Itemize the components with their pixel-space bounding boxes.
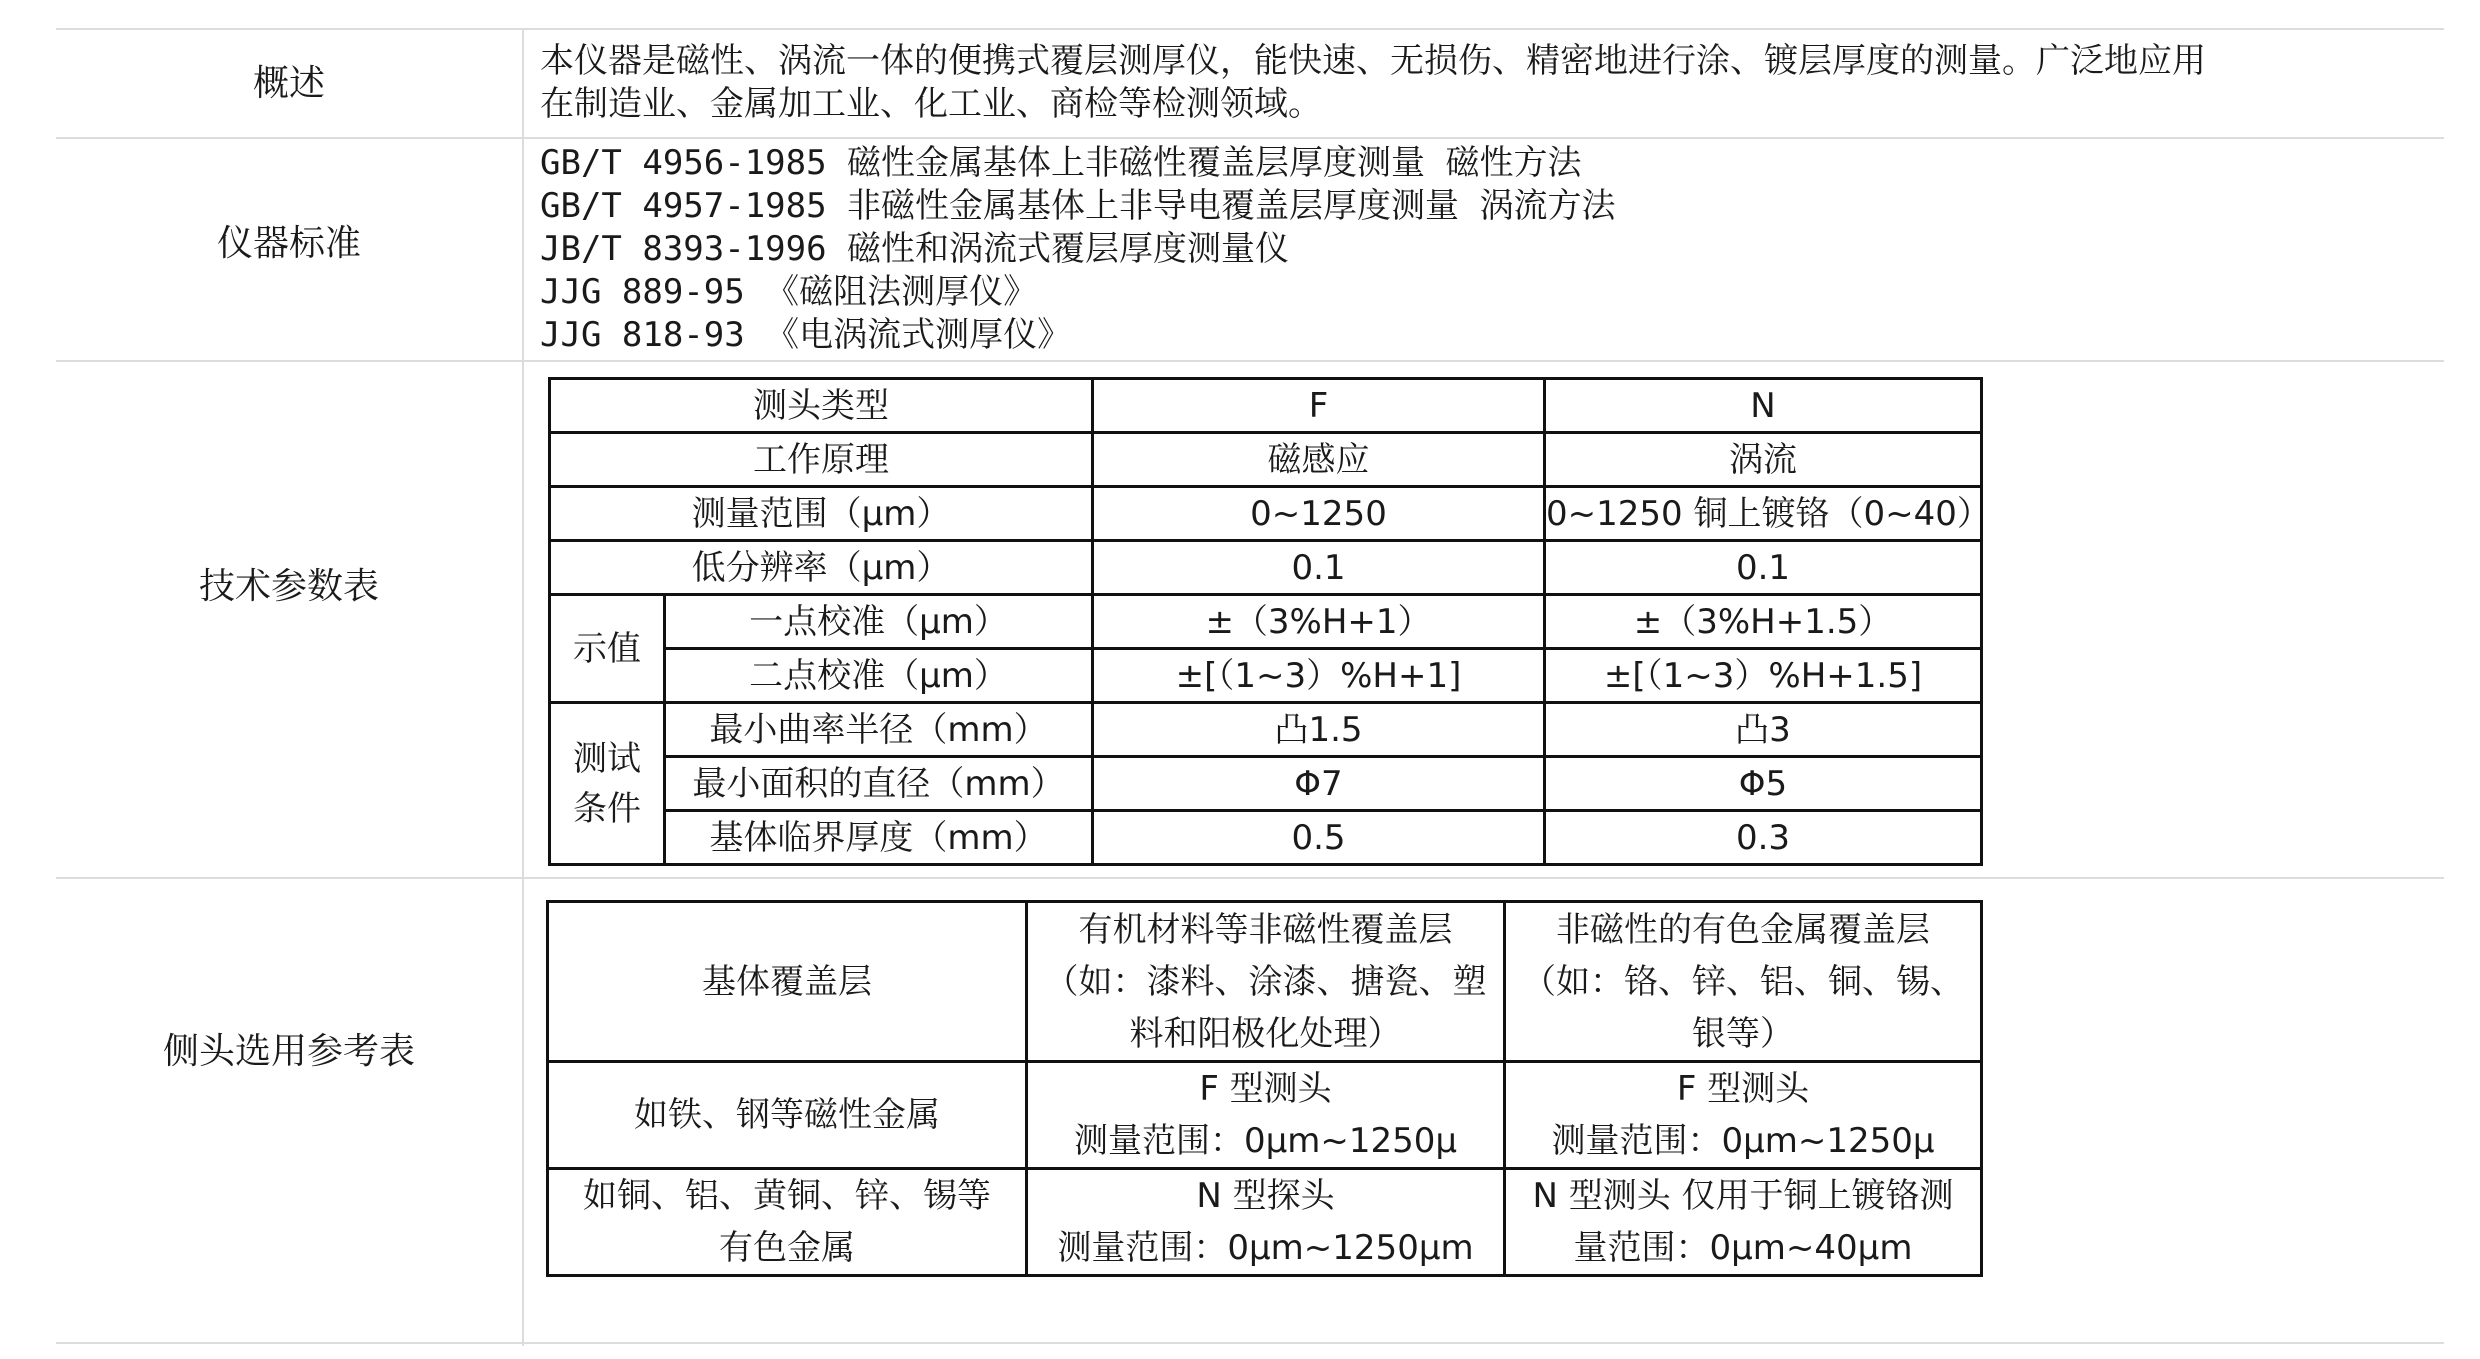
row-divider-overview <box>56 137 2444 139</box>
one-point-n: ±（3%H+1.5） <box>1545 595 1982 649</box>
standard-item: JJG 818-93 《电涡流式测厚仪》 <box>540 315 1072 355</box>
principle-n: 涡流 <box>1545 433 1982 487</box>
tech-label: 技术参数表 <box>198 566 379 607</box>
conditions-group-label <box>550 703 665 865</box>
table-row <box>548 1169 1982 1276</box>
row1-organic-line-1: F 型测头 <box>1199 1069 1332 1109</box>
row1-organic-line-2: 测量范围：0μm~1250μ <box>1073 1121 1458 1161</box>
table-row <box>550 595 1982 649</box>
table-row <box>550 379 1982 433</box>
probe-type-n: N <box>1545 379 1982 433</box>
row1-nonferrous <box>1505 1062 1982 1169</box>
table-row <box>550 811 1982 865</box>
probe-type-label: 测头类型 <box>550 379 1093 433</box>
area-n: Φ5 <box>1545 757 1982 811</box>
row-divider-tech <box>56 877 2444 879</box>
row1-nonferrous-line-2: 测量范围：0μm~1250μ <box>1551 1121 1935 1161</box>
probe-select-label: 侧头选用参考表 <box>162 1031 415 1072</box>
row2-organic-line-1: N 型探头 <box>1196 1176 1335 1216</box>
table-row <box>550 487 1982 541</box>
overview-line-1: 本仪器是磁性、涡流一体的便携式覆层测厚仪，能快速、无损伤、精密地进行涂、镀层厚度的测量。广泛地应用 <box>540 41 2206 81</box>
range-f: 0~1250 <box>1093 487 1545 541</box>
standard-item: GB/T 4957-1985 非磁性金属基体上非导电覆盖层厚度测量 涡流方法 <box>540 186 1616 226</box>
range-n: 0~1250 铜上镀铬（0~40） <box>1545 487 1982 541</box>
standards-list <box>540 142 1616 357</box>
row-divider-standards <box>56 360 2444 362</box>
area-label: 最小面积的直径（mm） <box>665 757 1093 811</box>
header-base: 基体覆盖层 <box>548 902 1027 1062</box>
conditions-group-line-1: 测试 <box>573 738 641 779</box>
overview-text <box>540 40 2206 126</box>
table-row <box>550 703 1982 757</box>
two-point-n: ±[（1~3）%H+1.5] <box>1545 649 1982 703</box>
row1-nonferrous-line-1: F 型测头 <box>1676 1069 1810 1109</box>
one-point-label: 一点校准（μm） <box>665 595 1093 649</box>
conditions-group-line-2: 条件 <box>573 788 641 829</box>
row1-base: 如铁、钢等磁性金属 <box>548 1062 1027 1169</box>
resolution-label: 低分辨率（μm） <box>550 541 1093 595</box>
critical-label: 基体临界厚度（mm） <box>665 811 1093 865</box>
overview-line-2: 在制造业、金属加工业、化工业、商检等检测领域。 <box>540 84 1322 124</box>
curvature-label: 最小曲率半径（mm） <box>665 703 1093 757</box>
probe-type-f: F <box>1093 379 1545 433</box>
table-row <box>548 902 1982 1062</box>
row-divider-bottom <box>56 1342 2444 1344</box>
two-point-label: 二点校准（μm） <box>665 649 1093 703</box>
row2-nonferrous: N 型测头 仅用于铜上镀铬测量范围：0μm~40μm <box>1505 1169 1982 1276</box>
row-divider-top <box>56 28 2444 30</box>
header-organic: 有机材料等非磁性覆盖层（如：漆料、涂漆、搪瓷、塑料和阳极化处理） <box>1027 902 1505 1062</box>
table-row <box>548 1062 1982 1169</box>
standard-item: GB/T 4956-1985 磁性金属基体上非磁性覆盖层厚度测量 磁性方法 <box>540 143 1582 183</box>
table-row <box>550 649 1982 703</box>
tech-params-table <box>548 377 1991 866</box>
table-row <box>550 433 1982 487</box>
curvature-n: 凸3 <box>1545 703 1982 757</box>
table-row <box>550 541 1982 595</box>
principle-label: 工作原理 <box>550 433 1093 487</box>
column-divider <box>522 30 524 1346</box>
principle-f: 磁感应 <box>1093 433 1545 487</box>
resolution-n: 0.1 <box>1545 541 1982 595</box>
critical-n: 0.3 <box>1545 811 1982 865</box>
one-point-f: ±（3%H+1） <box>1093 595 1545 649</box>
resolution-f: 0.1 <box>1093 541 1545 595</box>
standards-label: 仪器标准 <box>216 223 361 264</box>
two-point-f: ±[（1~3）%H+1] <box>1093 649 1545 703</box>
range-label: 测量范围（μm） <box>550 487 1093 541</box>
overview-label: 概述 <box>252 63 325 104</box>
header-nonferrous: 非磁性的有色金属覆盖层（如：铬、锌、铝、铜、锡、银等） <box>1505 902 1982 1062</box>
row2-organic <box>1027 1169 1505 1276</box>
row1-organic <box>1027 1062 1505 1169</box>
standard-item: JJG 889-95 《磁阻法测厚仪》 <box>540 272 1038 312</box>
table-row <box>550 757 1982 811</box>
row2-base: 如铜、铝、黄铜、锌、锡等有色金属 <box>548 1169 1027 1276</box>
standard-item: JB/T 8393-1996 磁性和涡流式覆层厚度测量仪 <box>540 229 1290 269</box>
area-f: Φ7 <box>1093 757 1545 811</box>
row2-organic-line-2: 测量范围：0μm~1250μm <box>1057 1228 1474 1268</box>
critical-f: 0.5 <box>1093 811 1545 865</box>
curvature-f: 凸1.5 <box>1093 703 1545 757</box>
probe-select-table <box>546 900 1983 1277</box>
indication-group-label: 示值 <box>550 595 665 703</box>
